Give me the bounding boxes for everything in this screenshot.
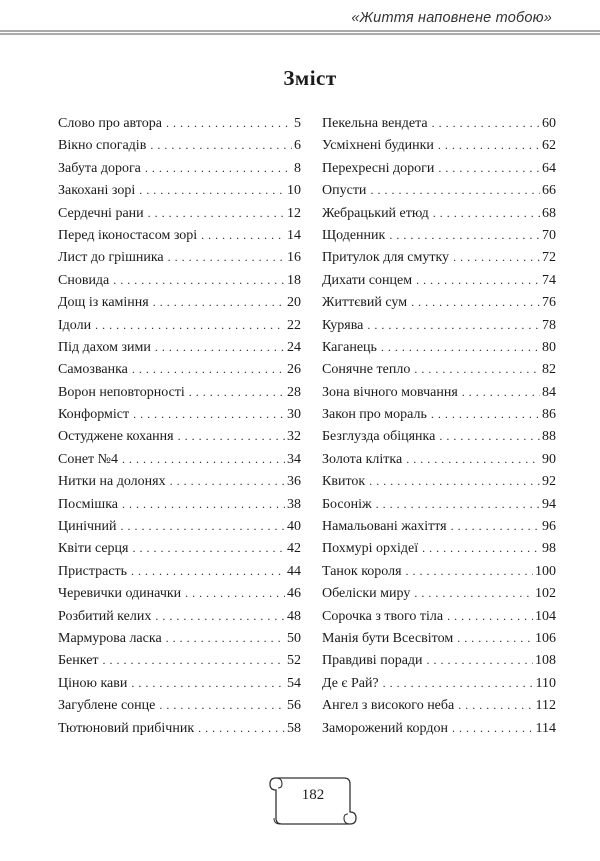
toc-entry: [322, 116, 556, 138]
toc-entry-title: Вікно спогадів: [58, 138, 147, 154]
toc-entry-title: Танок короля: [322, 563, 402, 579]
toc-leader-dots: [439, 429, 540, 444]
toc-leader-dots: [411, 295, 540, 310]
toc-entry: [322, 474, 556, 496]
toc-entry-page: 82: [542, 362, 556, 378]
toc-leader-dots: [166, 116, 292, 131]
toc-entry: [58, 676, 301, 698]
toc-entry-page: 112: [535, 698, 556, 714]
toc-entry-page: 38: [287, 496, 301, 512]
toc-entry-page: 40: [287, 519, 301, 535]
toc-leader-dots: [148, 206, 285, 221]
toc-leader-dots: [414, 362, 540, 377]
toc-entry-page: 98: [542, 541, 556, 557]
toc-entry: [322, 429, 556, 451]
toc-entry: [322, 631, 556, 653]
toc-entry-page: 62: [542, 138, 556, 154]
toc-leader-dots: [132, 362, 285, 377]
toc-entry-title: Щоденник: [322, 227, 386, 243]
toc-leader-dots: [139, 183, 285, 198]
toc-leader-dots: [145, 161, 292, 176]
toc-entry: [322, 273, 556, 295]
toc-entry: [322, 519, 556, 541]
toc-entry: [58, 474, 301, 496]
toc-entry-title: Конформіст: [58, 407, 130, 423]
toc-entry-title: Пристрасть: [58, 563, 128, 579]
toc-entry-page: 16: [287, 250, 301, 266]
toc-entry-page: 8: [294, 160, 301, 176]
toc-entry: [322, 407, 556, 429]
toc-entry-title: Босоніж: [322, 496, 372, 512]
toc-entry-page: 24: [287, 339, 301, 355]
toc-leader-dots: [458, 698, 533, 713]
toc-entry: [58, 721, 301, 743]
toc-entry: [58, 519, 301, 541]
toc-entry-title: Тютюновий прибічник: [58, 720, 195, 736]
toc-entry-title: Нитки на долонях: [58, 474, 166, 490]
toc-leader-dots: [168, 250, 285, 265]
toc-entry: [322, 586, 556, 608]
toc-entry-title: Ціною кави: [58, 675, 128, 691]
toc-entry: [322, 541, 556, 563]
toc-entry-title: Дихати сонцем: [322, 272, 413, 288]
toc-entry-page: 10: [287, 183, 301, 199]
toc-entry: [58, 609, 301, 631]
toc-entry-title: Опусти: [322, 183, 367, 199]
toc-entry: [58, 586, 301, 608]
toc-entry-title: Перед іконостасом зорі: [58, 227, 198, 243]
toc-leader-dots: [457, 631, 533, 646]
toc-entry-title: Черевички одиначки: [58, 586, 182, 602]
toc-leader-dots: [121, 519, 285, 534]
toc-leader-dots: [150, 138, 292, 153]
toc-entry-title: Перехресні дороги: [322, 160, 435, 176]
toc-entry: [58, 653, 301, 675]
toc-entry: [58, 250, 301, 272]
toc-entry-title: Слово про автора: [58, 116, 162, 131]
toc-left-column: [58, 116, 301, 743]
toc-leader-dots: [133, 407, 285, 422]
toc-entry-title: Загублене сонце: [58, 698, 156, 714]
toc-leader-dots: [416, 273, 540, 288]
toc-entry: [58, 564, 301, 586]
toc-entry-page: 76: [542, 295, 556, 311]
toc-entry-page: 36: [287, 474, 301, 490]
toc-leader-dots: [452, 721, 534, 736]
running-header: [0, 0, 600, 40]
toc-entry-title: Обеліски миру: [322, 586, 411, 602]
toc-entry-title: Самозванка: [58, 362, 128, 378]
toc-leader-dots: [406, 452, 540, 467]
toc-entry-page: 88: [542, 429, 556, 445]
toc-leader-dots: [369, 474, 540, 489]
toc-entry: [322, 497, 556, 519]
toc-entry-page: 102: [535, 586, 556, 602]
toc-entry-page: 58: [287, 720, 301, 736]
toc-entry-page: 108: [535, 653, 556, 669]
toc-leader-dots: [185, 586, 285, 601]
toc-entry-page: 32: [287, 429, 301, 445]
toc-entry-title: Ідоли: [58, 317, 92, 333]
toc-entry: [322, 318, 556, 340]
toc-leader-dots: [447, 609, 533, 624]
toc-entry-title: Бенкет: [58, 653, 99, 669]
toc-entry-page: 86: [542, 407, 556, 423]
toc-entry: [322, 183, 556, 205]
toc-entry: [322, 452, 556, 474]
toc-leader-dots: [453, 250, 540, 265]
toc-entry-title: Похмурі орхідеї: [322, 541, 419, 557]
running-title: «Життя наповнене тобою»: [351, 10, 552, 26]
toc-entry-page: 100: [535, 563, 556, 579]
toc-entry-title: Золота клітка: [322, 451, 403, 467]
toc-leader-dots: [189, 385, 285, 400]
toc-entry-page: 60: [542, 116, 556, 131]
toc-leader-dots: [376, 497, 540, 512]
page-number: 182: [301, 787, 325, 803]
toc-entry-title: Мармурова ласка: [58, 630, 162, 646]
toc-entry: [322, 362, 556, 384]
toc-entry: [58, 385, 301, 407]
toc-leader-dots: [122, 452, 285, 467]
toc-entry: [322, 250, 556, 272]
toc-entry-title: Забута дорога: [58, 160, 141, 176]
toc-entry-page: 30: [287, 407, 301, 423]
toc-entry-page: 14: [287, 227, 301, 243]
toc-leader-dots: [131, 676, 285, 691]
toc-entry: [322, 564, 556, 586]
toc-entry-title: Сонячне тепло: [322, 362, 411, 378]
toc-entry: [58, 631, 301, 653]
toc-entry-title: Сонет №4: [58, 451, 119, 467]
toc-entry: [322, 721, 556, 743]
toc-entry-title: Під дахом зими: [58, 339, 151, 355]
toc-entry-title: Квіти серця: [58, 541, 129, 557]
toc-entry-page: 5: [294, 116, 301, 131]
toc-entry-title: Усміхнені будинки: [322, 138, 434, 154]
toc-leader-dots: [381, 340, 540, 355]
toc-entry-title: Цинічний: [58, 519, 117, 535]
toc-entry-page: 114: [535, 720, 556, 736]
toc-entry: [58, 138, 301, 160]
toc-entry-page: 68: [542, 205, 556, 221]
toc-leader-dots: [370, 183, 540, 198]
toc-entry-title: Сновида: [58, 272, 110, 288]
toc-leader-dots: [159, 698, 285, 713]
page-title: Зміст: [283, 66, 337, 90]
toc-entry-title: Дощ із каміння: [58, 295, 149, 311]
toc-entry-page: 26: [287, 362, 301, 378]
toc-entry: [322, 206, 556, 228]
toc-entry-page: 18: [287, 272, 301, 288]
toc-leader-dots: [132, 541, 285, 556]
toc-entry-title: Де є Рай?: [322, 675, 379, 691]
toc-entry-page: 42: [287, 541, 301, 557]
toc-entry-page: 56: [287, 698, 301, 714]
toc-leader-dots: [451, 519, 540, 534]
toc-entry-page: 106: [535, 630, 556, 646]
toc-entry-page: 50: [287, 630, 301, 646]
toc-entry-title: Сердечні рани: [58, 205, 144, 221]
toc-entry-page: 66: [542, 183, 556, 199]
toc-entry-page: 80: [542, 339, 556, 355]
toc-entry: [58, 318, 301, 340]
toc-entry-page: 72: [542, 250, 556, 266]
toc-entry: [58, 228, 301, 250]
toc-entry-page: 44: [287, 563, 301, 579]
toc-entry: [322, 676, 556, 698]
toc-entry-page: 96: [542, 519, 556, 535]
toc-entry-page: 46: [287, 586, 301, 602]
toc-leader-dots: [414, 586, 533, 601]
header-rule: [0, 30, 600, 36]
toc-entry-page: 6: [294, 138, 301, 154]
toc-entry-page: 20: [287, 295, 301, 311]
toc-entry: [58, 497, 301, 519]
toc-entry-page: 22: [287, 317, 301, 333]
toc-entry: [322, 340, 556, 362]
toc-entry: [58, 541, 301, 563]
toc-entry-page: 34: [287, 451, 301, 467]
toc-entry-title: Закон про мораль: [322, 407, 427, 423]
toc-entry-title: Квиток: [322, 474, 366, 490]
toc-entry-page: 90: [542, 451, 556, 467]
toc-entry-title: Пекельна вендета: [322, 116, 428, 131]
toc-entry-page: 54: [287, 675, 301, 691]
toc-entry-page: 110: [535, 675, 556, 691]
toc-leader-dots: [113, 273, 285, 288]
toc-entry-page: 12: [287, 205, 301, 221]
toc-leader-dots: [438, 161, 540, 176]
toc-entry: [322, 161, 556, 183]
toc-entry: [58, 295, 301, 317]
toc-entry: [322, 653, 556, 675]
toc-right-column: [322, 116, 556, 743]
toc-entry-title: Курява: [322, 317, 364, 333]
toc-entry: [58, 362, 301, 384]
toc-leader-dots: [153, 295, 285, 310]
toc-entry-page: 78: [542, 317, 556, 333]
toc-leader-dots: [131, 564, 285, 579]
toc-entry: [58, 429, 301, 451]
toc-entry-page: 74: [542, 272, 556, 288]
toc-entry-title: Заморожений кордон: [322, 720, 448, 736]
toc-entry-page: 104: [535, 608, 556, 624]
toc-entry: [58, 183, 301, 205]
toc-leader-dots: [170, 474, 285, 489]
toc-entry: [58, 407, 301, 429]
toc-entry-title: Намальовані жахіття: [322, 519, 447, 535]
toc-entry: [58, 698, 301, 720]
toc-entry-title: Безглузда обіцянка: [322, 429, 436, 445]
toc-leader-dots: [103, 653, 285, 668]
toc-entry: [322, 295, 556, 317]
toc-leader-dots: [95, 318, 285, 333]
toc-entry: [58, 161, 301, 183]
toc-entry-title: Посмішка: [58, 496, 119, 512]
toc-entry-title: Розбитий келих: [58, 608, 152, 624]
toc-leader-dots: [432, 116, 540, 131]
toc-entry: [58, 206, 301, 228]
toc-entry-title: Остуджене кохання: [58, 429, 174, 445]
toc-leader-dots: [433, 206, 540, 221]
toc-leader-dots: [427, 653, 533, 668]
toc-entry: [322, 228, 556, 250]
toc-entry-page: 84: [542, 384, 556, 400]
toc-entry: [58, 340, 301, 362]
toc-entry-title: Манія бути Всесвітом: [322, 630, 454, 646]
toc-entry-title: Життєвий сум: [322, 295, 408, 311]
toc-entry-page: 92: [542, 474, 556, 490]
toc-leader-dots: [438, 138, 540, 153]
toc-leader-dots: [201, 228, 285, 243]
toc-leader-dots: [462, 385, 540, 400]
toc-entry-title: Притулок для смутку: [322, 250, 450, 266]
toc-entry: [322, 609, 556, 631]
toc-entry-page: 94: [542, 496, 556, 512]
toc-entry-page: 52: [287, 653, 301, 669]
toc-entry-title: Ангел з високого неба: [322, 698, 455, 714]
toc-entry: [322, 385, 556, 407]
toc-entry-page: 28: [287, 384, 301, 400]
toc-leader-dots: [422, 541, 540, 556]
toc-entry-title: Ворон неповторності: [58, 384, 185, 400]
toc-entry-title: Правдиві поради: [322, 653, 423, 669]
toc-entry: [322, 698, 556, 720]
toc-leader-dots: [406, 564, 533, 579]
toc-leader-dots: [155, 609, 285, 624]
toc-entry-title: Жебрацький етюд: [322, 205, 429, 221]
toc-entry-title: Зона вічного мовчання: [322, 384, 458, 400]
toc-entry-title: Каганець: [322, 339, 377, 355]
toc-entry: [58, 273, 301, 295]
toc-entry: [58, 116, 301, 138]
toc-entry: [58, 452, 301, 474]
toc-leader-dots: [389, 228, 540, 243]
toc-entry-title: Сорочка з твого тіла: [322, 608, 444, 624]
toc-entry-page: 48: [287, 608, 301, 624]
toc-leader-dots: [155, 340, 285, 355]
toc-leader-dots: [431, 407, 540, 422]
toc-entry-page: 64: [542, 160, 556, 176]
toc-entry-title: Закохані зорі: [58, 183, 136, 199]
toc-leader-dots: [122, 497, 285, 512]
toc-entry: [322, 138, 556, 160]
toc-leader-dots: [166, 631, 285, 646]
toc-leader-dots: [178, 429, 285, 444]
toc-entry-page: 70: [542, 227, 556, 243]
toc-leader-dots: [383, 676, 534, 691]
toc-entry-title: Лист до грішника: [58, 250, 164, 266]
toc-leader-dots: [198, 721, 285, 736]
toc-leader-dots: [367, 318, 540, 333]
